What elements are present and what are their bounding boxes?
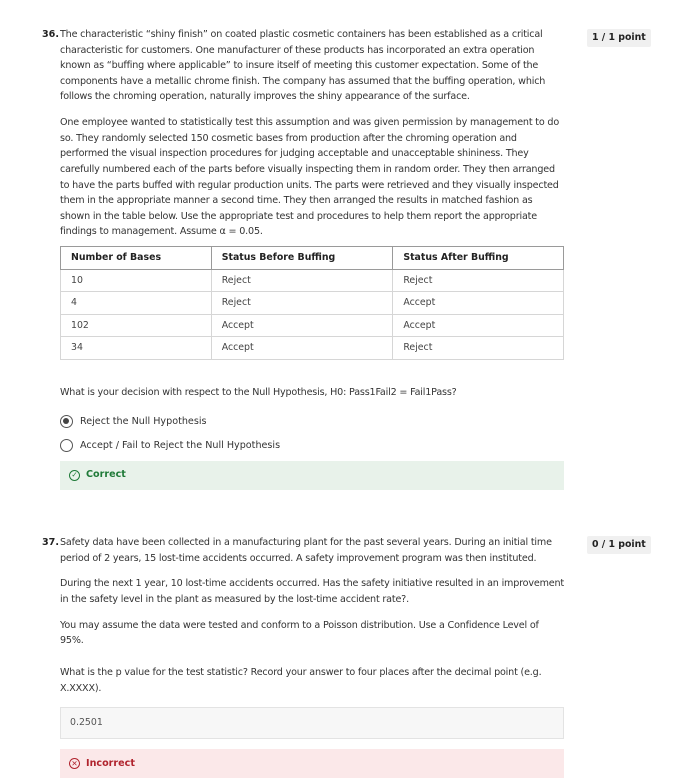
- question-number: 37.: [42, 537, 59, 548]
- table-cell: Reject: [393, 337, 564, 360]
- table-cell: Reject: [211, 269, 393, 292]
- table-row: [61, 337, 564, 360]
- table-cell: 102: [61, 314, 212, 337]
- option-label: Accept / Fail to Reject the Null Hypothesis: [80, 439, 281, 451]
- x-circle-icon: ✕: [69, 758, 80, 769]
- table-header-row: [61, 246, 564, 269]
- table-row: [61, 269, 564, 292]
- table-cell: 4: [61, 292, 212, 315]
- points-badge: 1 / 1 point: [587, 29, 651, 47]
- column-header: Status After Buffing: [393, 246, 564, 269]
- table-row: [61, 314, 564, 337]
- table-cell: Accept: [211, 314, 393, 337]
- column-header: Number of Bases: [61, 246, 212, 269]
- question-paragraph: Safety data have been collected in a manufacturing plant for the past several years. During an initial time period of 2 years, 15 lost-time accidents occurred. A safety improvement program was then instituted.: [60, 537, 552, 564]
- question-prompt: What is your decision with respect to the Null Hypothesis, H0: Pass1Fail2 = Fail1Pass?: [60, 387, 457, 398]
- table-cell: Accept: [211, 337, 393, 360]
- question-paragraph: One employee wanted to statistically test this assumption and was given permission by management to do so. They randomly selected 150 cosmetic bases from production after the chroming operation and performed the visual inspection procedures for judging acceptable and unacceptable shininess. They carefully numbered each of the parts before visually inspecting them in random order. They then arranged to have the parts buffed with regular production units. The parts were retrieved and they visually inspected them in the appropriate manner a second time. They then arranged the results in matched fashion as shown in the table below. Use the appropriate test and procedures to help them report the appropriate findings to management. Assume α = 0.05.: [60, 117, 560, 238]
- option-reject-null[interactable]: [60, 413, 565, 431]
- option-label: Reject the Null Hypothesis: [80, 415, 207, 427]
- table-cell: Reject: [393, 269, 564, 292]
- option-fail-to-reject-null[interactable]: [60, 437, 565, 455]
- table-cell: Reject: [211, 292, 393, 315]
- question-paragraph: During the next 1 year, 10 lost-time accidents occurred. Has the safety initiative resulted in an improvement in the safety level in the plant as measured by the lost-time accident rate?.: [60, 578, 564, 605]
- question-number: 36.: [42, 29, 59, 40]
- table-cell: 10: [61, 269, 212, 292]
- question-prompt: What is the p value for the test statistic? Record your answer to four places after the decimal point (e.g. X.XXXX).: [60, 666, 542, 694]
- table-cell: 34: [61, 337, 212, 360]
- question-paragraph: You may assume the data were tested and conform to a Poisson distribution. Use a Confidence Level of 95%.: [60, 619, 539, 647]
- radio-unselected-icon[interactable]: [60, 439, 73, 452]
- feedback-incorrect: [60, 749, 564, 778]
- feedback-label: Incorrect: [86, 757, 135, 769]
- radio-selected-icon[interactable]: [60, 415, 73, 428]
- column-header: Status Before Buffing: [211, 246, 393, 269]
- points-badge: 0 / 1 point: [587, 536, 651, 554]
- question-paragraph: The characteristic “shiny finish” on coated plastic cosmetic containers has been established as a critical characteristic for customers. One manufacturer of these products has incorporated an extra operation known as “buffing where applicable” to insure itself of meeting this customer expectation. Some of the components have a metallic chrome finish. The company has assumed that the buffing operation, which follows the chroming operation, naturally improves the shiny appearance of the surface.: [60, 29, 546, 103]
- feedback-correct: [60, 461, 564, 490]
- table-row: [61, 292, 564, 315]
- answer-input[interactable]: 0.2501: [60, 707, 564, 739]
- check-circle-icon: ✓: [69, 470, 80, 481]
- feedback-label: Correct: [86, 469, 126, 481]
- table-cell: Accept: [393, 292, 564, 315]
- data-table: [60, 246, 564, 360]
- table-cell: Accept: [393, 314, 564, 337]
